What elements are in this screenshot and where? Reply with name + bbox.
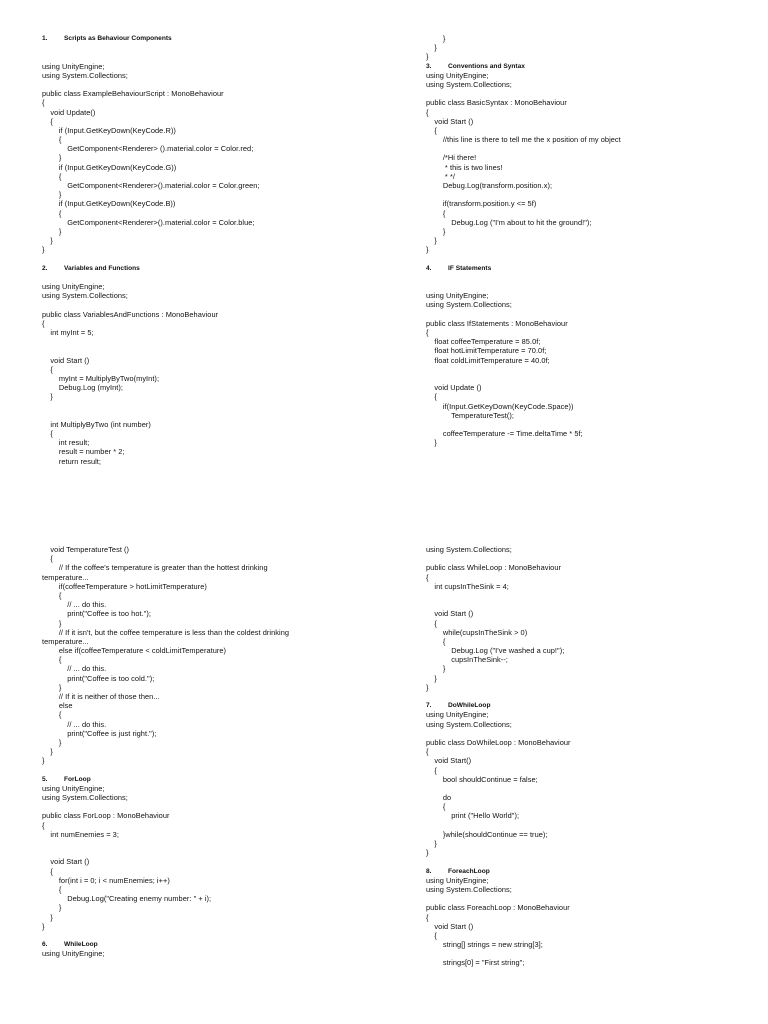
code-line: while(cupsInTheSink > 0): [426, 627, 528, 637]
code-line: GetComponent<Renderer>().material.color = Color.blue;: [42, 217, 255, 227]
code-line: {: [42, 884, 62, 894]
code-line: Debug.Log (myInt);: [42, 383, 123, 393]
code-line: {: [426, 765, 437, 775]
code-line: void Update (): [426, 383, 482, 393]
blank-line: [426, 365, 766, 374]
code-line: }: [426, 673, 437, 683]
code-line: {: [42, 866, 53, 876]
code-line: {: [426, 572, 429, 582]
code-line: void Start (): [42, 355, 90, 365]
code-line: else if(coffeeTemperature < coldLimitTemperature): [42, 646, 227, 656]
blank-line: [42, 255, 382, 264]
code-line: public class ForLoop : MonoBehaviour: [42, 811, 170, 821]
code-line: }: [42, 245, 45, 255]
section-heading: [426, 867, 766, 876]
code-line: coffeeTemperature -= Time.deltaTime * 5f;: [426, 429, 583, 439]
code-line: if(Input.GetKeyDown(KeyCode.Space)): [426, 401, 574, 411]
section-number: 4.: [426, 264, 432, 272]
code-line: void Start (): [426, 609, 474, 619]
section-title: ForeachLoop: [448, 867, 490, 875]
code-line: {: [426, 392, 437, 402]
code-line: //this line is there to tell me the x position of my object: [426, 135, 621, 145]
code-line: print("Coffee is too cold.");: [42, 673, 155, 683]
section-number: 2.: [42, 264, 48, 272]
section-number: 7.: [426, 702, 432, 710]
blank-line: [426, 273, 766, 282]
code-line: {: [42, 98, 45, 108]
blank-line: [426, 821, 766, 830]
code-line: {: [42, 171, 62, 181]
blank-line: [42, 300, 382, 309]
blank-line: [42, 411, 382, 420]
code-line: using UnityEngine;: [42, 949, 105, 959]
code-line: void TemperatureTest (): [42, 545, 130, 554]
code-line: }: [42, 737, 62, 747]
code-line: {: [426, 208, 446, 218]
code-line: public class ExampleBehaviourScript : MonoBehaviour: [42, 89, 224, 99]
code-line: }: [426, 34, 446, 43]
code-line: using System.Collections;: [42, 291, 128, 301]
code-line: }: [426, 664, 446, 674]
section-title: Scripts as Behaviour Components: [64, 35, 172, 42]
code-line: else: [42, 701, 73, 711]
code-line: {: [426, 747, 429, 757]
code-line: }: [42, 756, 45, 766]
blank-line: [426, 894, 766, 903]
code-line: }: [42, 153, 62, 163]
blank-line: [426, 949, 766, 958]
blank-line: [426, 420, 766, 429]
code-line: }: [426, 236, 437, 246]
code-line: {: [426, 930, 437, 940]
code-line: {: [42, 554, 53, 564]
code-line: temperature...: [42, 572, 89, 582]
code-line: // If the coffee's temperature is greater than the hottest drinking: [42, 563, 268, 573]
blank-line: [426, 600, 766, 609]
code-line: result = number * 2;: [42, 447, 125, 457]
code-line: using System.Collections;: [426, 300, 512, 310]
blank-line: [426, 591, 766, 600]
blank-line: [42, 766, 382, 775]
section-number: 8.: [426, 867, 432, 875]
code-line: }: [42, 921, 45, 931]
code-line: using UnityEngine;: [426, 710, 489, 720]
code-line: if(transform.position.y <= 5f): [426, 199, 537, 209]
code-line: }: [42, 236, 53, 246]
code-line: {: [42, 590, 62, 600]
code-line: }: [426, 226, 446, 236]
blank-line: [42, 346, 382, 355]
code-line: myInt = MultiplyByTwo(myInt);: [42, 373, 160, 383]
code-line: print("Coffee is just right.");: [42, 728, 157, 738]
code-line: }: [426, 839, 437, 848]
code-line: {: [42, 655, 62, 665]
code-line: if (Input.GetKeyDown(KeyCode.R)): [42, 125, 176, 135]
code-line: if (Input.GetKeyDown(KeyCode.G)): [42, 162, 177, 172]
code-line: // If it isn't, but the coffee temperature is less than the coldest drinking: [42, 627, 290, 637]
blank-line: [426, 784, 766, 793]
code-line: public class ForeachLoop : MonoBehaviour: [426, 903, 570, 913]
code-line: print ("Hello World");: [426, 811, 520, 821]
code-line: }: [426, 438, 437, 448]
code-line: }: [42, 618, 62, 628]
code-line: int cupsInTheSink = 4;: [426, 581, 509, 591]
code-line: public class BasicSyntax : MonoBehaviour: [426, 98, 567, 108]
code-line: void Start (): [42, 857, 90, 867]
code-line: using UnityEngine;: [42, 282, 105, 292]
section-number: 5.: [42, 775, 48, 783]
code-line: int MultiplyByTwo (int number): [42, 419, 151, 429]
blank-line: [426, 310, 766, 319]
code-line: }: [42, 903, 62, 913]
blank-line: [426, 554, 766, 563]
code-line: return result;: [42, 456, 102, 466]
code-line: }: [42, 747, 53, 757]
code-line: {: [42, 429, 53, 439]
code-line: {: [426, 125, 437, 135]
code-line: }: [42, 682, 62, 692]
code-line: GetComponent<Renderer> ().material.color = Color.red;: [42, 144, 254, 154]
section-title: WhileLoop: [64, 941, 98, 949]
code-line: }: [42, 912, 53, 922]
code-line: GetComponent<Renderer>().material.color = Color.green;: [42, 181, 260, 190]
code-line: float hotLimitTemperature = 70.0f;: [426, 346, 547, 356]
top-right-column: [426, 34, 766, 447]
code-line: {: [42, 364, 53, 374]
blank-line: [426, 190, 766, 199]
blank-line: [42, 839, 382, 848]
code-line: }: [42, 392, 53, 402]
code-line: for(int i = 0; i < numEnemies; i++): [42, 875, 170, 885]
code-line: }: [426, 52, 429, 62]
code-line: public class WhileLoop : MonoBehaviour: [426, 563, 562, 573]
code-line: {: [426, 618, 437, 628]
top-left-column: [42, 34, 382, 466]
code-line: Debug.Log ("I've washed a cup!");: [426, 646, 565, 656]
code-line: // ... do this.: [42, 719, 107, 729]
section-title: Conventions and Syntax: [448, 62, 525, 70]
code-line: using UnityEngine;: [426, 70, 489, 80]
code-line: {: [42, 710, 62, 720]
code-line: using UnityEngine;: [426, 291, 489, 301]
code-line: {: [42, 318, 45, 328]
code-line: if (Input.GetKeyDown(KeyCode.B)): [42, 199, 176, 209]
code-line: using System.Collections;: [42, 793, 128, 803]
bottom-left-column: [42, 545, 382, 958]
section-title: ForLoop: [64, 775, 91, 783]
blank-line: [42, 931, 382, 940]
code-line: using System.Collections;: [426, 79, 512, 89]
code-line: void Start (): [426, 921, 474, 931]
section-heading: [426, 701, 766, 710]
blank-line: [42, 80, 382, 89]
code-line: string[] strings = new string[3];: [426, 940, 543, 950]
code-line: using System.Collections;: [426, 719, 512, 729]
code-line: void Start(): [426, 756, 472, 766]
code-line: int numEnemies = 3;: [42, 829, 119, 839]
section-heading: [42, 34, 382, 43]
code-line: }: [42, 226, 62, 236]
code-line: {: [426, 802, 446, 812]
blank-line: [42, 273, 382, 282]
code-line: int result;: [42, 438, 90, 448]
code-line: /*Hi there!: [426, 153, 477, 163]
blank-line: [426, 729, 766, 738]
code-line: cupsInTheSink--;: [426, 655, 508, 665]
blank-line: [42, 43, 382, 52]
section-title: Variables and Functions: [64, 264, 140, 272]
code-line: Debug.Log("Creating enemy number: " + i);: [42, 894, 212, 904]
code-line: // ... do this.: [42, 664, 107, 674]
blank-line: [426, 89, 766, 98]
code-line: public class IfStatements : MonoBehaviour: [426, 318, 568, 328]
code-line: void Start (): [426, 116, 474, 126]
blank-line: [42, 848, 382, 857]
code-line: }: [426, 245, 429, 255]
code-line: float coffeeTemperature = 85.0f;: [426, 337, 541, 347]
code-line: do: [426, 793, 452, 803]
section-heading: [42, 940, 382, 949]
section-heading: [42, 264, 382, 273]
blank-line: [42, 52, 382, 61]
code-line: strings[0] = "First string";: [426, 958, 525, 968]
code-line: * */: [426, 171, 455, 181]
section-title: DoWhileLoop: [448, 702, 491, 710]
section-title: IF Statements: [448, 264, 492, 272]
code-line: public class DoWhileLoop : MonoBehaviour: [426, 737, 571, 747]
code-line: void Update(): [42, 107, 96, 117]
code-line: }: [426, 848, 429, 858]
code-line: float coldLimitTemperature = 40.0f;: [426, 355, 550, 365]
blank-line: [42, 337, 382, 346]
code-line: {: [42, 135, 62, 145]
code-line: using UnityEngine;: [42, 61, 105, 71]
code-line: public class VariablesAndFunctions : MonoBehaviour: [42, 309, 219, 319]
blank-line: [42, 402, 382, 411]
code-line: using UnityEngine;: [426, 875, 489, 885]
section-number: 3.: [426, 62, 432, 70]
code-line: Debug.Log(transform.position.x);: [426, 181, 553, 190]
code-line: using System.Collections;: [426, 884, 512, 894]
blank-line: [426, 374, 766, 383]
code-line: Debug.Log ("I'm about to hit the ground!");: [426, 217, 592, 227]
code-line: }while(shouldContinue == true);: [426, 829, 548, 839]
code-line: {: [42, 820, 45, 830]
code-line: using System.Collections;: [426, 545, 512, 554]
code-line: int myInt = 5;: [42, 328, 94, 337]
code-line: {: [426, 912, 429, 922]
code-line: {: [42, 116, 53, 126]
blank-line: [42, 802, 382, 811]
blank-line: [426, 255, 766, 264]
blank-line: [426, 144, 766, 153]
code-line: using UnityEngine;: [42, 783, 105, 793]
code-line: if(coffeeTemperature > hotLimitTemperature): [42, 581, 207, 591]
code-line: {: [426, 107, 429, 117]
section-heading: [426, 264, 766, 273]
blank-line: [426, 857, 766, 866]
section-number: 1.: [42, 35, 48, 42]
section-heading: [42, 775, 382, 784]
code-line: print("Coffee is too hot.");: [42, 609, 151, 619]
code-line: temperature...: [42, 636, 89, 646]
code-line: {: [42, 208, 62, 218]
code-line: TemperatureTest();: [426, 410, 515, 420]
code-line: * this is two lines!: [426, 162, 503, 172]
blank-line: [426, 282, 766, 291]
code-line: {: [426, 636, 446, 646]
blank-line: [426, 692, 766, 701]
code-line: }: [42, 190, 62, 200]
code-line: bool shouldContinue = false;: [426, 774, 538, 784]
bottom-right-column: [426, 545, 766, 968]
code-line: }: [426, 43, 437, 53]
section-number: 6.: [42, 941, 48, 949]
code-line: using System.Collections;: [42, 70, 128, 80]
code-line: // If it is neither of those then...: [42, 692, 160, 701]
code-line: // ... do this.: [42, 600, 107, 610]
code-line: {: [426, 328, 429, 337]
code-line: }: [426, 682, 429, 692]
section-heading: [426, 62, 766, 71]
